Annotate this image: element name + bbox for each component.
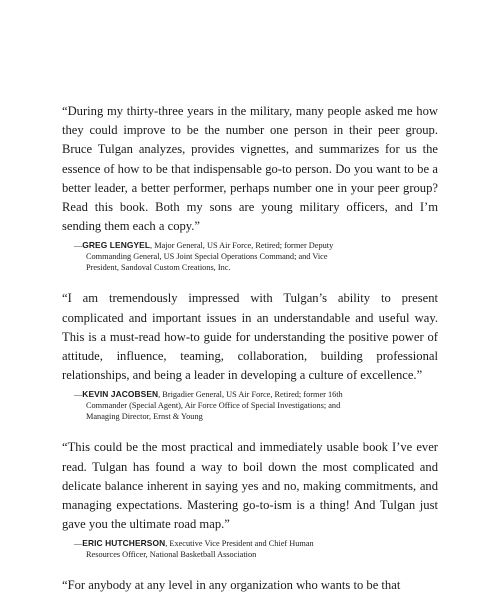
endorsement-attribution [74, 389, 346, 422]
endorsement-3 [62, 438, 438, 560]
endorsement-4-partial [62, 576, 438, 595]
endorsement-quote: “This could be the most practical and immediately usable book I’ve ever read. Tulgan has found a way to boil down the most complicated and delicate balance inherent in saying yes and no, making commitments, and managing expectations. Mastering go-to-ism is a thing! And Tulgan just gave you the ultimate road map.” [62, 440, 438, 532]
endorsement-attribution [74, 240, 346, 273]
endorsement-quote-partial: “For anybody at any level in any organization who wants to be that [62, 578, 401, 593]
endorsement-1 [62, 102, 438, 273]
endorsement-quote: “I am tremendously impressed with Tulgan’s ability to present complicated and important issues in an understandable and useful way. This is a must-read how-to guide for understanding the positive power of attitude, influence, teaming, collaboration, building professional relationships, and being a leader in developing a culture of excellence.” [62, 291, 438, 383]
endorser-name: GREG LENGYEL [82, 240, 151, 251]
attribution-dash: — [74, 241, 83, 251]
endorser-detail: , Executive Vice President and Chief Human Resources Officer, National Basketball Association [86, 539, 314, 560]
endorser-name: KEVIN JACOBSEN [82, 389, 159, 400]
attribution-dash: — [74, 539, 83, 549]
endorsement-2 [62, 289, 438, 422]
endorsement-attribution [74, 538, 346, 560]
endorser-name: ERIC HUTCHERSON [82, 538, 166, 549]
attribution-dash: — [74, 390, 83, 400]
endorser-detail: , Major General, US Air Force, Retired; former Deputy Commanding General, US Joint Special Operations Command; and Vice President, Sandoval Custom Creations, Inc. [86, 241, 334, 273]
endorsement-quote: “During my thirty-three years in the military, many people asked me how they could improve to be the number one person in their peer group. Bruce Tulgan analyzes, provides vignettes, and summarizes for us the essence of how to be that indispensable go-to person. Do you want to be a better leader, a better performer, perhaps number one in your peer group? Read this book. Both my sons are young military officers, and I’m sending them each a copy.” [62, 104, 438, 234]
endorsements-page [62, 102, 438, 612]
endorser-detail: , Brigadier General, US Air Force, Retired; former 16th Commander (Special Agent), Air Force Office of Special Investigations; and Managing Director, Ernst & Young [86, 390, 343, 422]
